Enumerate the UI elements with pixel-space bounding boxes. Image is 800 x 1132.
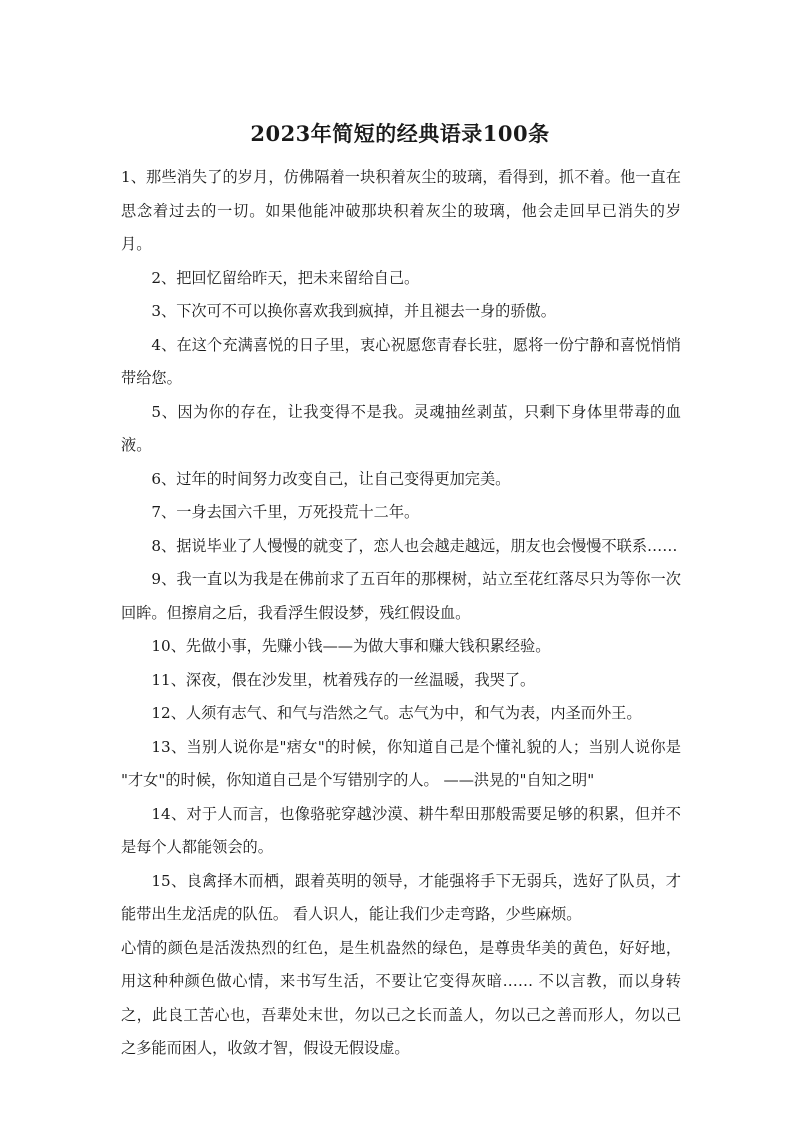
- paragraph-8: 8、据说毕业了人慢慢的就变了，恋人也会越走越远，朋友也会慢慢不联系……: [151, 536, 678, 555]
- paragraph-1: 1、那些消失了的岁月，仿佛隔着一块积着灰尘的玻璃，看得到，抓不着。他一直在思念着过去的一切。如果他能冲破那块积着灰尘的玻璃，他会走回早已消失的岁月。: [121, 168, 681, 253]
- paragraph-9: 9、我一直以为我是在佛前求了五百年的那棵树，站立至花红落尽只为等你一次回眸。但擦肩之后，我看浮生假设梦，残红假设血。: [121, 570, 681, 622]
- paragraph-12: 12、人须有志气、和气与浩然之气。志气为中，和气为表，内圣而外王。: [151, 704, 642, 722]
- trailing-paragraph: 心情的颜色是活泼热烈的红色，是生机盎然的绿色，是尊贵华美的黄色，好好地，用这种种颜色做心情，来书写生活，不要让它变得灰暗…… 不以言教，而以身转之，此良工苦心也，吾辈处末世，勿以己之长而盖人，勿以己之善而形人，勿以己之多能而困人，收敛才智，假设无假设虚。: [121, 938, 681, 1057]
- paragraph-4: 4、在这个充满喜悦的日子里，衷心祝愿您青春长驻，愿将一份宁静和喜悦悄悄带给您。: [121, 335, 681, 387]
- paragraph-7: 7、一身去国六千里，万死投荒十二年。: [151, 503, 420, 521]
- paragraph-10: 10、先做小事，先赚小钱——为做大事和赚大钱积累经验。: [151, 637, 551, 655]
- paragraph-14: 14、对于人而言，也像骆驼穿越沙漠、耕牛犁田那般需要足够的积累，但并不是每个人都能领会的。: [121, 804, 681, 856]
- paragraph-15: 15、良禽择木而栖，跟着英明的领导，才能强将手下无弱兵，选好了队员，才能带出生龙活虎的队伍。 看人识人，能让我们少走弯路，少些麻烦。: [121, 871, 681, 923]
- paragraph-3: 3、下次可不可以换你喜欢我到疯掉，并且褪去一身的骄傲。: [151, 302, 556, 320]
- document-body: [121, 161, 681, 1066]
- paragraph-13: 13、当别人说你是"痞女"的时候，你知道自己是个懂礼貌的人；当别人说你是 "才女"的时候，你知道自己是个写错别字的人。 ——洪晃的"自知之明": [121, 737, 681, 789]
- paragraph-2: 2、把回忆留给昨天，把未来留给自己。: [151, 268, 420, 287]
- document-title: 2023年简短的经典语录100条: [250, 121, 550, 146]
- paragraph-6: 6、过年的时间努力改变自己，让自己变得更加完美。: [151, 469, 511, 488]
- paragraph-11: 11、深夜，偎在沙发里，枕着残存的一丝温暖，我哭了。: [151, 670, 536, 689]
- paragraph-5: 5、因为你的存在，让我变得不是我。灵魂抽丝剥茧，只剩下身体里带毒的血液。: [121, 402, 681, 454]
